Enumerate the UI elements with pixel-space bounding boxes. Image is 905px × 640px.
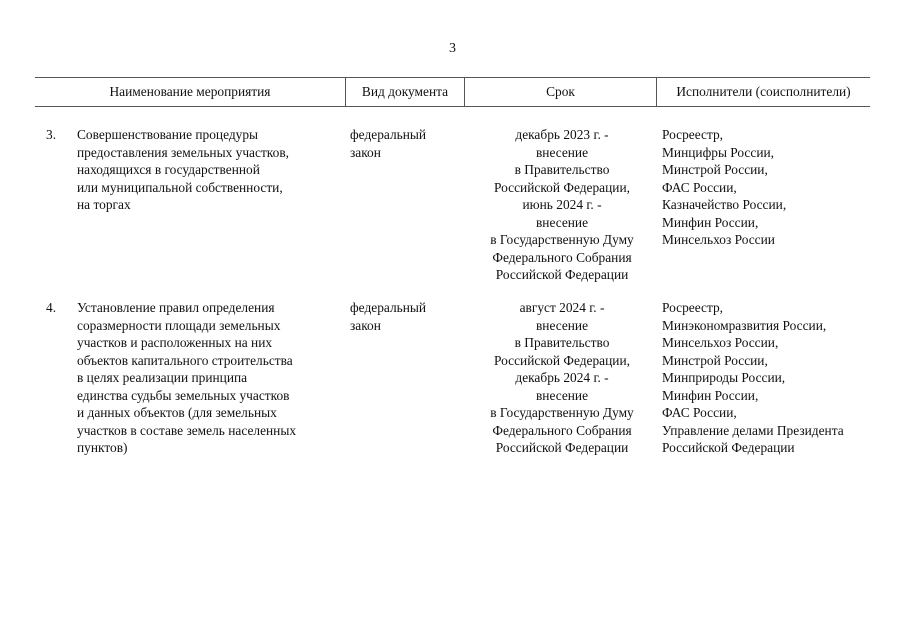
page-number: 3: [449, 41, 456, 56]
table-header-bottom-rule: [35, 106, 870, 107]
executors: [662, 299, 882, 457]
deadline-line: внесение: [535, 144, 589, 160]
deadline-line: в Государственную Думу: [490, 405, 634, 420]
activity-name-line: пунктов): [77, 440, 128, 455]
executor-line: Минстрой России,: [662, 162, 768, 177]
activity-name-line: предоставления земельных участков,: [77, 144, 289, 160]
header-deadline-label: Срок: [546, 83, 575, 99]
activity-name-line: единства судьбы земельных участков: [77, 387, 290, 403]
deadline-line: Российской Федерации: [495, 440, 629, 455]
executor-line: Минцифры России,: [662, 144, 774, 160]
executor-line: Минсельхоз России,: [662, 335, 779, 350]
executor-line: Минфин России,: [662, 214, 759, 230]
deadline: [466, 299, 658, 457]
header-col-doctype: [346, 77, 464, 106]
deadline-line: Российской Федерации: [495, 267, 629, 282]
header-name-label: Наименование мероприятия: [109, 83, 271, 99]
header-doctype-label: Вид документа: [361, 83, 449, 99]
deadline-line: август 2024 г. -: [519, 300, 605, 315]
header-col-name: [35, 77, 345, 106]
header-col-executors: [657, 77, 870, 106]
deadline-line: в Государственную Думу: [490, 232, 634, 247]
executor-line: Минприроды России,: [662, 370, 786, 385]
activity-name-line: находящихся в государственной: [77, 162, 260, 177]
deadline-line: июнь 2024 г. -: [522, 197, 602, 212]
activity-name-line: или муниципальной собственности,: [77, 179, 283, 195]
activity-name: [77, 299, 342, 457]
document-type-line: федеральный: [350, 300, 427, 315]
deadline-line: Российской Федерации,: [494, 352, 630, 368]
executor-line: Казначейство России,: [662, 197, 787, 212]
deadline-line: Федерального Собрания: [492, 249, 632, 265]
executor-line: Минсельхоз России: [662, 232, 775, 247]
deadline-line: Российской Федерации,: [494, 179, 630, 195]
row-number: 4.: [46, 300, 57, 315]
activity-name-line: участков и расположенных на них: [77, 335, 273, 350]
deadline-line: в Правительство: [514, 335, 610, 350]
executor-line: Управление делами Президента: [662, 422, 844, 438]
activity-name-line: и данных объектов (для земельных: [77, 405, 277, 420]
deadline-line: внесение: [535, 317, 589, 333]
executor-line: Минфин России,: [662, 387, 759, 403]
row-number: 3.: [46, 127, 57, 142]
document-type-line: федеральный: [350, 127, 427, 142]
executors: [662, 126, 882, 249]
activity-name-line: Установление правил определения: [77, 300, 275, 315]
deadline-line: в Правительство: [514, 162, 610, 177]
document-type-line: закон: [350, 144, 381, 160]
deadline-line: внесение: [535, 387, 589, 403]
header-col-deadline: [465, 77, 656, 106]
activity-name-line: объектов капитального строительства: [77, 352, 293, 368]
activity-name-line: Совершенствование процедуры: [77, 127, 259, 142]
header-executors-label: Исполнители (соисполнители): [676, 83, 851, 99]
executor-line: ФАС России,: [662, 405, 737, 420]
activity-name-line: в целях реализации принципа: [77, 370, 248, 385]
document-type: [350, 299, 460, 334]
deadline-line: Федерального Собрания: [492, 422, 632, 438]
activity-name-line: на торгах: [77, 197, 131, 212]
executor-line: Росреестр,: [662, 127, 724, 142]
activity-name-line: соразмерности площади земельных: [77, 317, 281, 333]
deadline-line: декабрь 2023 г. -: [515, 127, 609, 142]
executor-line: ФАС России,: [662, 179, 737, 195]
document-type-line: закон: [350, 317, 381, 333]
document-type: [350, 126, 460, 161]
executor-line: Росреестр,: [662, 300, 724, 315]
executor-line: Минстрой России,: [662, 352, 768, 368]
executor-line: Минэкономразвития России,: [662, 317, 827, 333]
activity-name-line: участков в составе земель населенных: [77, 422, 297, 438]
deadline: [466, 126, 658, 284]
deadline-line: декабрь 2024 г. -: [515, 370, 609, 385]
executor-line: Российской Федерации: [662, 440, 795, 455]
activity-name: [77, 126, 342, 214]
deadline-line: внесение: [535, 214, 589, 230]
